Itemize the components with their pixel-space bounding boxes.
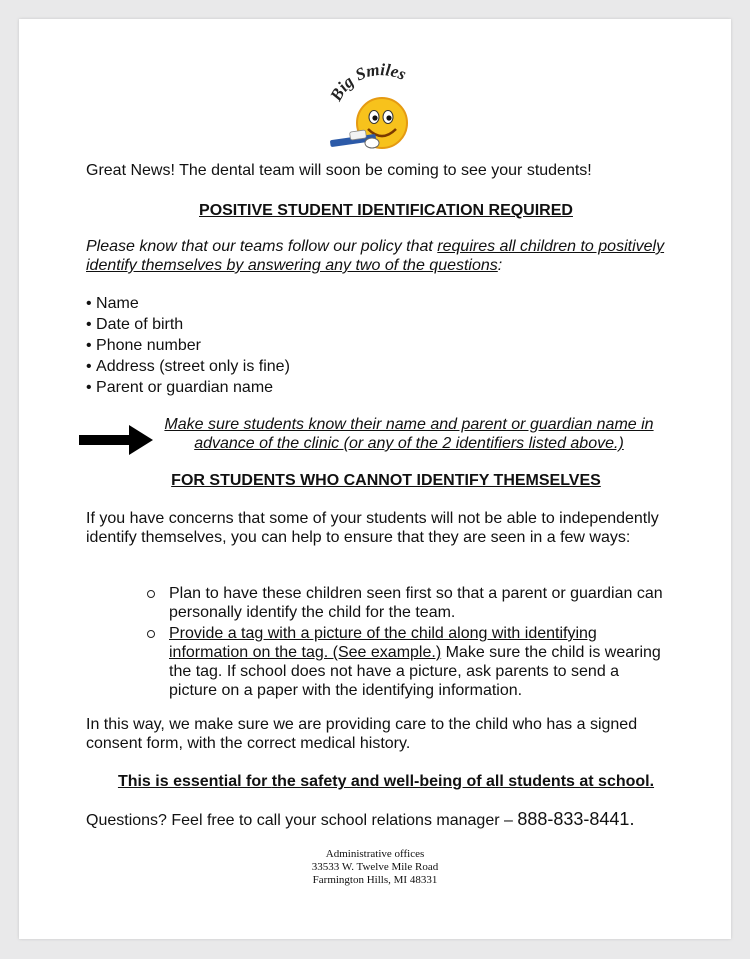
list-item	[147, 584, 667, 622]
footer-line: Farmington Hills, MI 48331	[312, 874, 438, 886]
footer-line: 33533 W. Twelve Mile Road	[311, 861, 439, 873]
intro-text: Great News! The dental team will soon be coming to see your students!	[86, 162, 592, 179]
policy-suffix: :	[497, 257, 503, 274]
policy-underlined: requires all children to positively identify themselves by answering any two of the questions	[86, 238, 665, 274]
list-item: • Phone number	[86, 335, 686, 356]
concern-text: If you have concerns that some of your students will not be able to independently identify themselves, you can help to ensure that they are seen in a few ways:	[86, 510, 659, 546]
big-smiles-logo	[324, 57, 434, 157]
logo-text: Big Smiles	[326, 59, 409, 105]
questions-text	[86, 809, 706, 831]
heading-positive-id: POSITIVE STUDENT IDENTIFICATION REQUIRED	[199, 202, 573, 219]
way-second-underlined: Provide a tag with a picture of the child along with identifying information on the tag. (See example.)	[169, 625, 597, 661]
essential-text	[86, 772, 686, 792]
circle-bullet-icon	[147, 590, 155, 598]
essential-part2: the safety and well-being of all students at school.	[271, 773, 655, 790]
arrow-note: Make sure students know their name and parent or guardian name in advance of the clinic (or any of the 2 identifiers listed above.)	[164, 416, 654, 452]
closing-text: In this way, we make sure we are providing care to the child who has a signed consent form, with the correct medical history.	[86, 716, 638, 752]
svg-text:Big Smiles	[326, 60, 409, 105]
footer-address	[19, 848, 731, 887]
ways-list	[147, 584, 667, 702]
list-item: • Parent or guardian name	[86, 377, 686, 398]
policy-text	[86, 237, 686, 275]
essential-part1: This is essential for	[117, 773, 272, 790]
way-second-rest: Make sure the child is wearing the tag. If school does not have a picture, ask parents to send a picture on a paper with the identifying information.	[169, 644, 661, 699]
list-item: • Address (street only is fine)	[86, 356, 686, 377]
policy-prefix: Please know that our teams follow our policy that	[86, 238, 438, 255]
list-item	[147, 624, 667, 700]
list-item: • Name	[86, 293, 686, 314]
identifier-list	[86, 293, 686, 398]
footer-line: Administrative offices	[325, 848, 425, 860]
phone-number: 888-833-8441.	[517, 809, 635, 829]
circle-bullet-icon	[147, 630, 155, 638]
questions-label: Questions? Feel free to call your school relations manager –	[86, 812, 518, 829]
document-page	[19, 19, 731, 939]
arrow-icon	[79, 424, 154, 456]
heading-cannot-identify: FOR STUDENTS WHO CANNOT IDENTIFY THEMSELVES	[171, 472, 601, 489]
list-item: • Date of birth	[86, 314, 686, 335]
way-first: Plan to have these children seen first so that a parent or guardian can personally identify the child for the team.	[169, 585, 663, 621]
